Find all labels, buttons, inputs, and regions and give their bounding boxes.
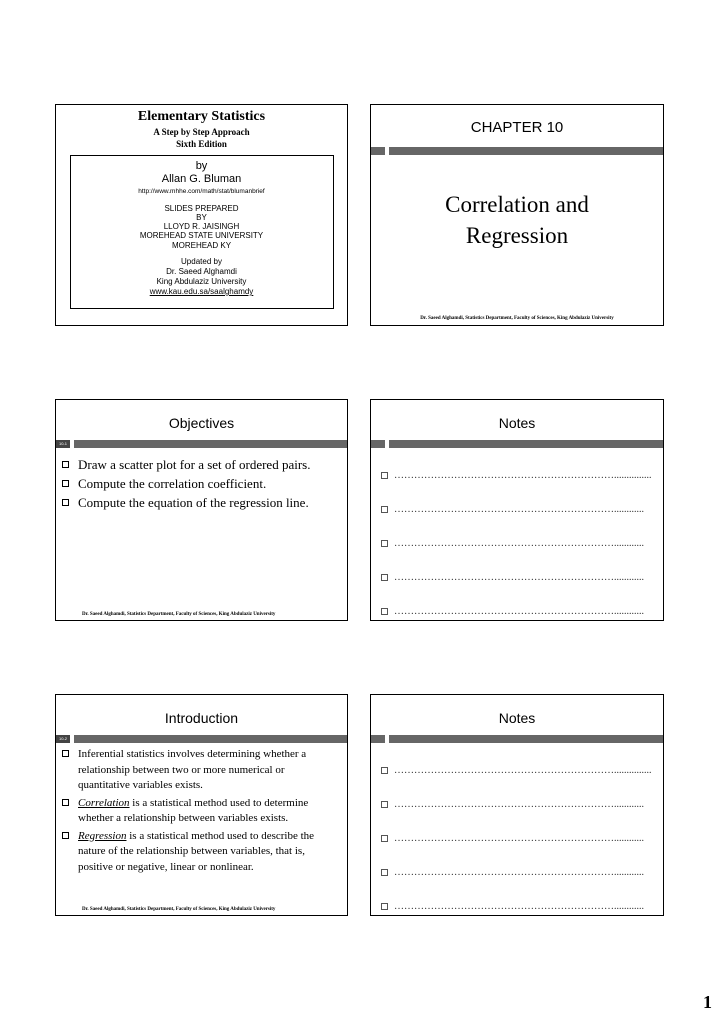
author-name: Allan G. Bluman <box>161 173 242 185</box>
prepared-line-4: MOREHEAD STATE UNIVERSITY <box>139 231 264 240</box>
prepared-line-1: SLIDES PREPARED <box>164 204 239 213</box>
slide-title: Introduction <box>164 710 239 726</box>
header-bar <box>371 440 663 448</box>
notes-slide <box>370 399 664 621</box>
updated-line-3: King Abdulaziz University <box>156 277 247 286</box>
updated-url[interactable]: www.kau.edu.sa/saalghamdy <box>149 287 254 296</box>
list-item: Compute the equation of the regression line. <box>56 494 316 511</box>
note-line[interactable]: …………………………………………………………............ <box>381 833 653 844</box>
note-line[interactable]: …………………………………………………………............... <box>381 470 653 481</box>
note-line[interactable]: …………………………………………………………............ <box>381 901 653 912</box>
note-line[interactable]: …………………………………………………………............... <box>381 765 653 776</box>
updated-line-1: Updated by <box>181 257 222 266</box>
prepared-line-2: BY <box>196 213 207 222</box>
list-item: Compute the correlation coefficient. <box>56 475 316 492</box>
bullet-icon <box>381 835 388 842</box>
slide-footer: Dr. Saeed Alghamdi, Statistics Department, Faculty of Sciences, King Abdulaziz University <box>82 612 276 617</box>
note-line[interactable]: …………………………………………………………............ <box>381 538 653 549</box>
bullet-icon <box>62 480 69 487</box>
chapter-label: CHAPTER 10 <box>470 119 564 136</box>
bullet-icon <box>381 869 388 876</box>
slide-title: Objectives <box>168 415 235 431</box>
bullet-icon <box>381 574 388 581</box>
page-number: 1 <box>703 992 712 1012</box>
header-bar <box>56 440 347 448</box>
updated-line-2: Dr. Saeed Alghamdi <box>166 267 237 276</box>
bullet-icon <box>62 461 69 468</box>
note-line[interactable]: …………………………………………………………............ <box>381 572 653 583</box>
introduction-list <box>56 747 328 875</box>
chapter-slide <box>370 104 664 326</box>
header-bar <box>371 735 663 743</box>
slide-number-tag: 10-2 <box>56 735 70 743</box>
note-line[interactable]: …………………………………………………………............ <box>381 799 653 810</box>
slide-footer: Dr. Saeed Alghamdi, Statistics Department, Faculty of Sciences, King Abdulaziz University <box>420 316 614 321</box>
bullet-icon <box>381 472 388 479</box>
note-line[interactable]: …………………………………………………………............ <box>381 504 653 515</box>
list-item: Correlation is a statistical method used to determine whether a relationship between variables exists. <box>56 796 328 827</box>
bullet-icon <box>62 832 69 839</box>
header-bar <box>56 735 347 743</box>
prepared-line-5: MOREHEAD KY <box>171 241 232 250</box>
bullet-icon <box>381 506 388 513</box>
header-bar <box>371 147 663 155</box>
bullet-icon <box>381 608 388 615</box>
chapter-title-line-1: Correlation and <box>445 192 589 217</box>
prepared-line-3: LLOYD R. JAISINGH <box>163 222 240 231</box>
bullet-icon <box>62 799 69 806</box>
bullet-icon <box>381 767 388 774</box>
note-line[interactable]: …………………………………………………………............ <box>381 606 653 617</box>
book-title: Elementary Statistics <box>137 109 266 124</box>
chapter-title-line-2: Regression <box>465 223 569 248</box>
bullet-icon <box>381 540 388 547</box>
objectives-list <box>56 456 316 511</box>
slide-footer: Dr. Saeed Alghamdi, Statistics Department, Faculty of Sciences, King Abdulaziz University <box>82 907 276 912</box>
book-subtitle: A Step by Step Approach <box>153 127 250 137</box>
title-slide <box>55 104 348 326</box>
introduction-slide <box>55 694 348 916</box>
bullet-icon <box>381 801 388 808</box>
objectives-slide <box>55 399 348 621</box>
notes-slide <box>370 694 664 916</box>
author-url[interactable]: http://www.mhhe.com/math/stat/blumanbrief <box>138 188 265 195</box>
list-item: Regression is a statistical method used to describe the nature of the relationship between variables, that is, positive or negative, linear or nonlinear. <box>56 829 328 876</box>
bullet-icon <box>62 499 69 506</box>
note-line[interactable]: …………………………………………………………............ <box>381 867 653 878</box>
book-edition: Sixth Edition <box>176 139 227 149</box>
bullet-icon <box>62 750 69 757</box>
list-item: Inferential statistics involves determining whether a relationship between two or more numerical or quantitative variables exists. <box>56 747 328 794</box>
by-label: by <box>195 160 208 172</box>
slide-number-tag: 10-1 <box>56 440 70 448</box>
slide-title: Notes <box>498 710 536 726</box>
bullet-icon <box>381 903 388 910</box>
list-item: Draw a scatter plot for a set of ordered pairs. <box>56 456 316 473</box>
slide-title: Notes <box>498 415 536 431</box>
